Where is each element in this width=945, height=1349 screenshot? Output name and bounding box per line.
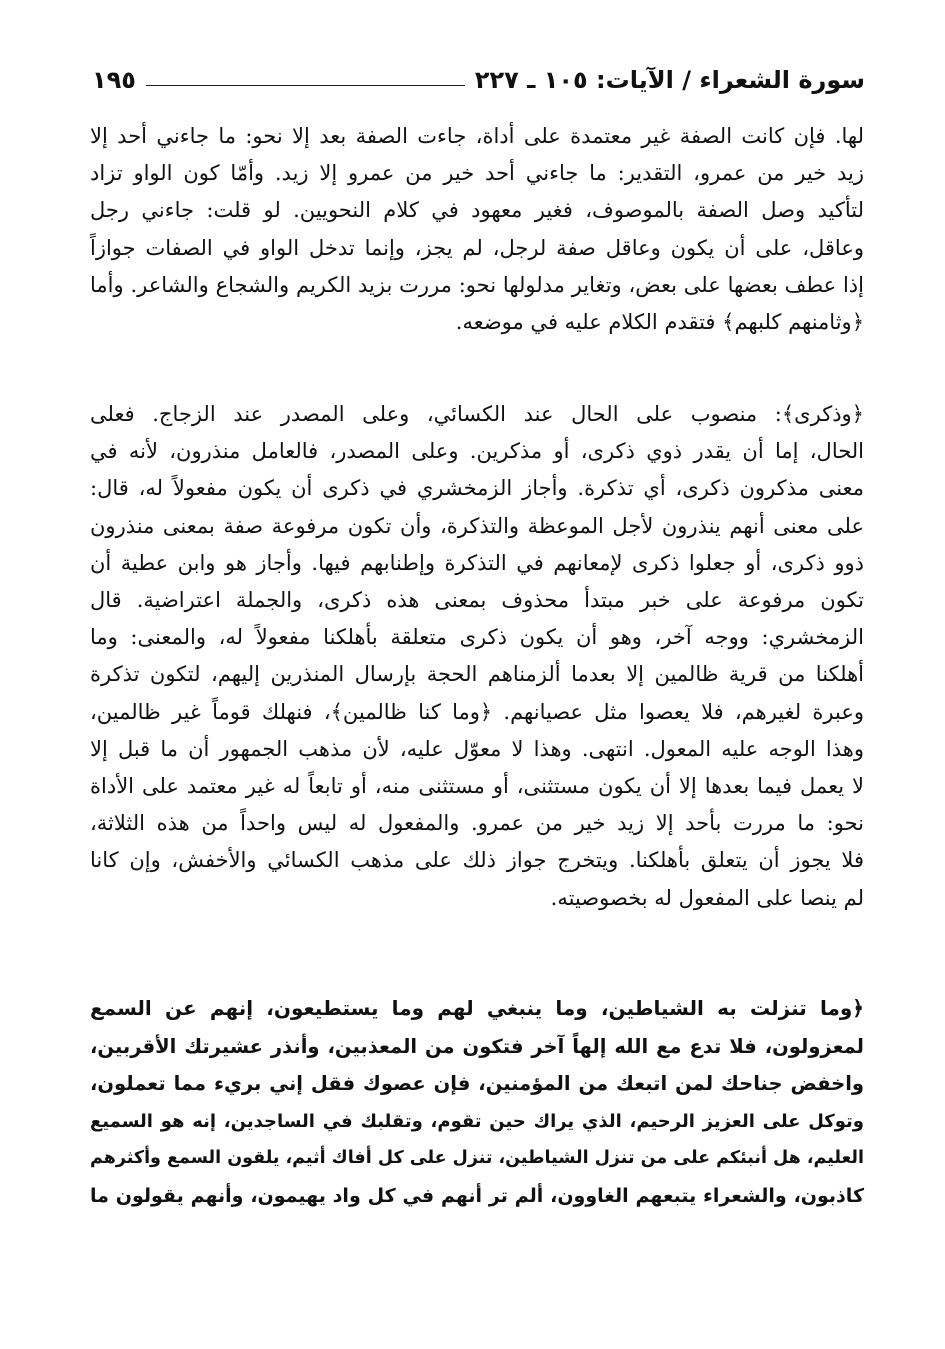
text-line: أهلكنا من قرية ظالمين إلا بعدما ألزمناهم الحجة بإرسال المنذرين إليهم، لتكون تذكرة [90,662,864,687]
verse-line: واخفض جناحك لمن اتبعك من المؤمنين، فإن عصوك فقل إني بريء مما تعملون، [90,1072,864,1096]
text-line: ﴿وثامنهم كلبهم﴾ فتقدم الكلام عليه في موضعه. [455,310,864,335]
text-line: لها. فإن كانت الصفة غير معتمدة على أداة، جاءت الصفة بعد إلا نحو: ما جاءني أحد إلا [90,124,864,148]
text-line: وعاقل، على أن يكون وعاقل صفة لرجل، لم يجز، وإنما تدخل الواو في الصفات جوازاً [90,235,864,260]
text-line: لا يعمل فيما بعدها إلا أن يكون مستثنى، أو مستثنى منه، أو تابعاً له غير معتمد على الأداة [90,774,864,799]
verse-line: كاذبون، والشعراء يتبعهم الغاوون، ألم تر أنهم في كل واد يهيمون، وأنهم يقولون ما [90,1184,864,1207]
text-line: زيد خير من عمرو، التقدير: ما جاءني أحد خير من عمرو إلا زيد. وأمّا كون الواو تزاد [90,161,864,186]
text-line: إذا عطف بعضها على بعض، وتغاير مدلولها نحو: مررت بزيد الكريم والشجاع والشاعر. وأما [90,272,864,297]
text-line: فلا يجوز أن يتعلق بأهلكنا. ويتخرج جواز ذلك على مذهب الكسائي والأخفش، وإن كانا [90,848,864,873]
text-line: لتأكيد وصل الصفة بالموصوف، فغير معهود في كلام النحويين. لو قلت: جاءني رجل [90,198,864,223]
text-line: ذوو ذكرى، أو جعلوا ذكرى لإمعانهم في التذكرة وإطنابهم فيها. وأجاز هو وابن عطية أن [90,550,864,575]
verse-line: ﴿وما تنزلت به الشياطين، وما ينبغي لهم وما يستطيعون، إنهم عن السمع [90,996,864,1020]
text-line: على معنى أنهم ينذرون لأجل الموعظة والتذكرة، وأن تكون مرفوعة صفة بمعنى منذرون [90,513,864,538]
verse-line: لمعزولون، فلا تدع مع الله إلهاً آخر فتكون من المعذبين، وأنذر عشيرتك الأقربين، [90,1034,864,1058]
page-header [92,64,865,96]
text-line: ﴿وذكرى﴾: منصوب على الحال عند الكسائي، وعلى المصدر عند الزجاج. فعلى [90,402,864,426]
text-line: تكون مرفوعة على خبر مبتدأ محذوف بمعنى هذه ذكرى، والجملة اعتراضية. قال [90,588,864,613]
running-title: سورة الشعراء / الآيات: ١٠٥ ـ ٢٢٧ [474,66,865,94]
verse-line: العليم، هل أنبئكم على من تنزل الشياطين، تنزل على كل أفاك أثيم، يلقون السمع وأكثرهم [90,1148,864,1169]
text-line: الزمخشري: ووجه آخر، وهو أن يكون ذكرى متعلقة بأهلكنا مفعولاً له، والمعنى: وما [90,625,864,650]
text-line: الحال، إما أن يقدر ذوي ذكرى، أو مذكرين. وعلى المصدر، فالعامل منذرون، لأنه في [90,439,864,464]
paragraph-commentary-2 [90,396,864,917]
text-line: نحو: ما مررت بأحد إلا زيد خير من عمرو. والمفعول له ليس واحداً من هذه الثلاثة، [90,811,864,836]
verse-line: وتوكل على العزيز الرحيم، الذي يراك حين تقوم، وتقلبك في الساجدين، إنه هو السميع [90,1110,864,1132]
text-line: معنى مذكرون ذكرى، أي تذكرة. وأجاز الزمخشري في ذكرى أن يكون مفعولاً له، قال: [90,476,864,501]
paragraph-commentary-1 [90,118,864,341]
quran-verses-block [90,990,864,1216]
header-rule [146,85,465,86]
text-line: لم ينصا على المفعول له بخصوصيته. [550,885,864,910]
text-line: وهذا الوجه عليه المعول. انتهى. وهذا لا معوّل عليه، لأن مذهب الجمهور أن ما قبل إلا [90,736,864,761]
text-line: وعبرة لغيرهم، فلا يعصوا مثل عصيانهم. ﴿وما كنا ظالمين﴾، فنهلك قوماً غير ظالمين، [90,699,864,724]
page-number: ١٩٥ [92,66,136,94]
